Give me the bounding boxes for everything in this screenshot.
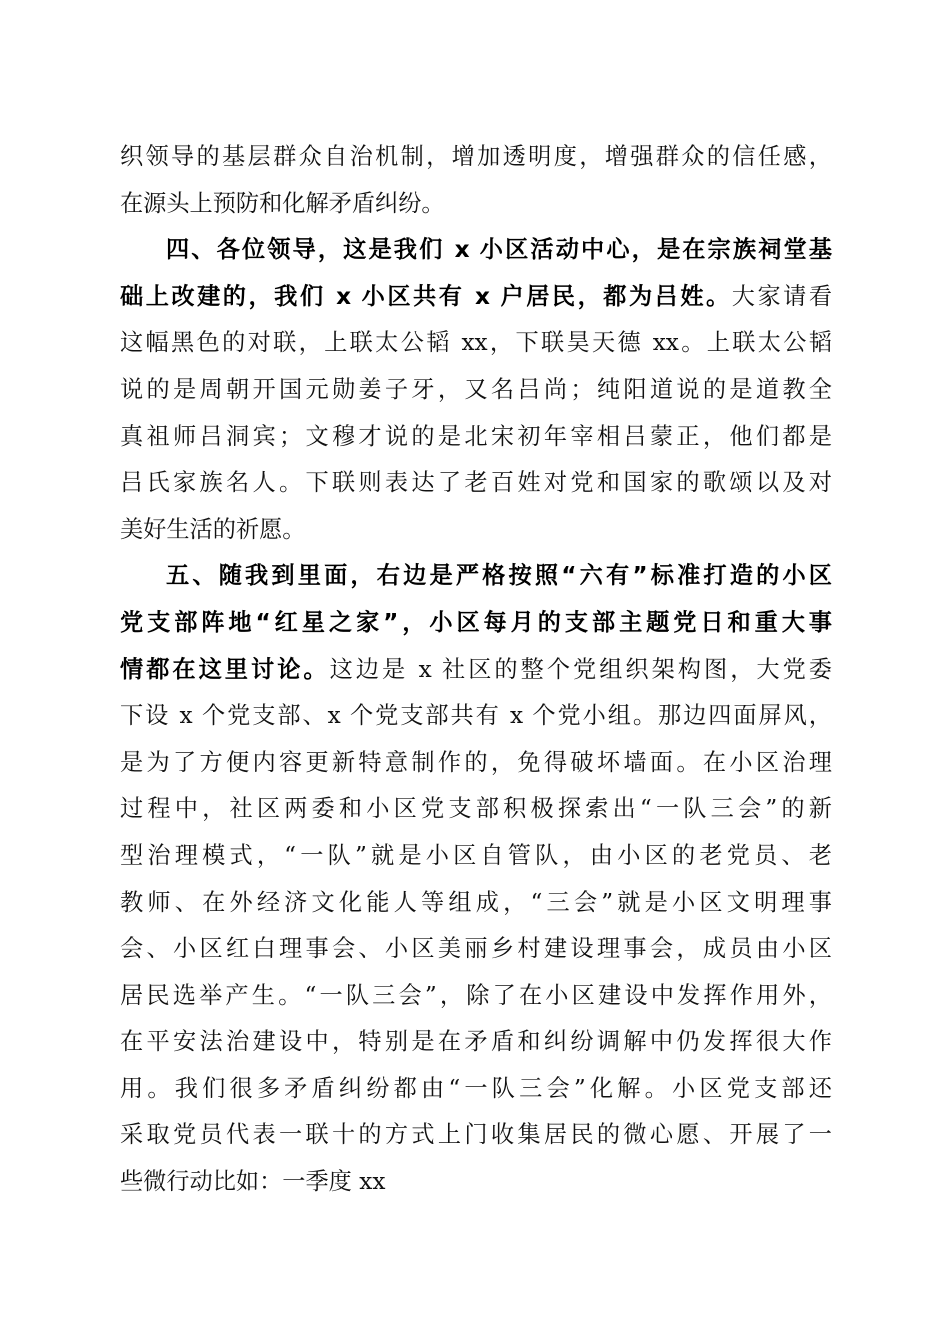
body-text: 这边是 x 社区的整个党组织架构图，大党委 bbox=[329, 655, 832, 683]
body-text: 大家请看 bbox=[731, 282, 833, 310]
bold-heading-text: 党支部阵地“红星之家”，小区每月的支部主题党日和重大事 bbox=[120, 608, 832, 636]
bold-heading-text: 础上改建的，我们 x 小区共有 x 户居民，都为吕姓。 bbox=[120, 282, 732, 310]
bold-heading-text: 四、各位领导，这是我们 x 小区活动中心，是在宗族祠堂基 bbox=[166, 236, 832, 264]
text-line: 型治理模式，“一队”就是小区自管队，由小区的老党员、老 bbox=[120, 841, 832, 869]
bold-heading-text: 情都在这里讨论。 bbox=[120, 655, 330, 683]
text-line: 吕氏家族名人。下联则表达了老百姓对党和国家的歌颂以及对 bbox=[120, 469, 832, 497]
text-line bbox=[120, 227, 832, 274]
text-line: 在源头上预防和化解矛盾纠纷。 bbox=[120, 189, 445, 217]
text-line: 些微行动比如：一季度 xx bbox=[120, 1168, 386, 1196]
text-line: 采取党员代表一联十的方式上门收集居民的微心愿、开展了一 bbox=[120, 1121, 832, 1149]
text-line: 这幅黑色的对联，上联太公韬 xx，下联昊天德 xx。上联太公韬 bbox=[120, 329, 832, 357]
text-line: 在平安法治建设中，特别是在矛盾和纠纷调解中仍发挥很大作 bbox=[120, 1028, 832, 1056]
text-line: 美好生活的祈愿。 bbox=[120, 515, 306, 543]
text-line: 用。我们很多矛盾纠纷都由“一队三会”化解。小区党支部还 bbox=[120, 1074, 832, 1102]
paragraph-2 bbox=[120, 227, 832, 553]
text-line: 过程中，社区两委和小区党支部积极探索出“一队三会”的新 bbox=[120, 795, 832, 823]
text-line bbox=[120, 647, 832, 694]
text-line: 真祖师吕洞宾；文穆才说的是北宋初年宰相吕蒙正，他们都是 bbox=[120, 422, 832, 450]
text-line: 织领导的基层群众自治机制，增加透明度，增强群众的信任感， bbox=[120, 143, 832, 170]
text-line: 教师、在外经济文化能人等组成，“三会”就是小区文明理事 bbox=[120, 888, 832, 916]
text-line: 下设 x 个党支部、x 个党支部共有 x 个党小组。那边四面屏风， bbox=[120, 702, 832, 730]
text-line: 会、小区红白理事会、小区美丽乡村建设理事会，成员由小区 bbox=[120, 935, 832, 963]
paragraph-3 bbox=[120, 553, 832, 1205]
text-line: 是为了方便内容更新特意制作的，免得破坏墙面。在小区治理 bbox=[120, 748, 832, 776]
document-page bbox=[120, 134, 832, 1206]
text-line bbox=[120, 274, 832, 321]
paragraph-1 bbox=[120, 134, 832, 227]
text-line bbox=[120, 553, 832, 600]
bold-heading-text: 五、随我到里面，右边是严格按照“六有”标准打造的小区 bbox=[166, 562, 832, 590]
text-line bbox=[120, 600, 832, 647]
text-line: 说的是周朝开国元勋姜子牙，又名吕尚；纯阳道说的是道教全 bbox=[120, 375, 832, 403]
text-line: 居民选举产生。“一队三会”，除了在小区建设中发挥作用外， bbox=[120, 981, 832, 1009]
